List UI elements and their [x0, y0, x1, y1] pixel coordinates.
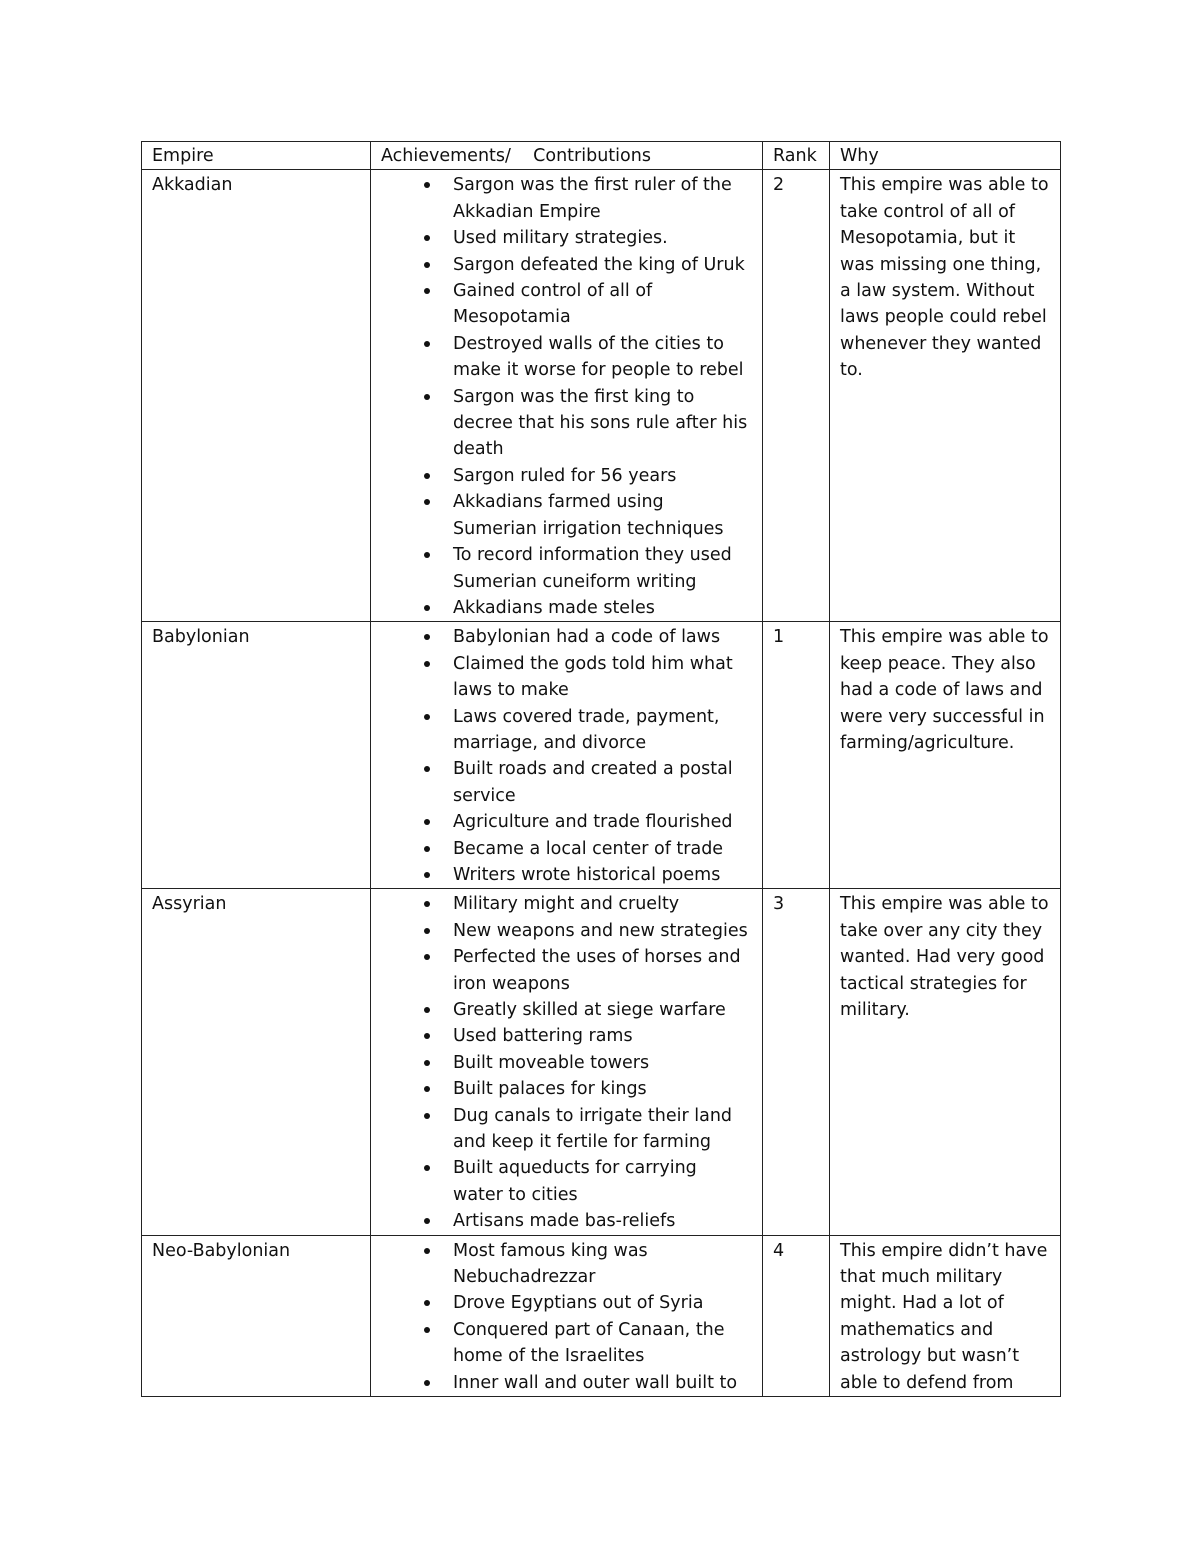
bullet-icon	[424, 1248, 430, 1254]
list-item	[381, 1238, 752, 1291]
bullet-icon	[424, 846, 430, 852]
list-item-text: Most famous king was Nebuchadrezzar	[453, 1240, 648, 1288]
table-row	[142, 622, 1061, 889]
list-item	[381, 172, 752, 225]
list-item	[381, 756, 752, 809]
list-item	[381, 809, 752, 835]
list-item-text: Claimed the gods told him what laws to make	[453, 653, 733, 701]
achievements-list	[381, 1238, 752, 1396]
achievements-list	[381, 172, 752, 621]
achievements-cell	[371, 1235, 763, 1396]
rank-cell: 3	[763, 889, 830, 1235]
list-item	[381, 836, 752, 862]
empire-name-cell: Neo-Babylonian	[142, 1235, 371, 1396]
list-item-text: Sargon defeated the king of Uruk	[453, 254, 745, 275]
list-item	[381, 252, 752, 278]
list-item-text: Sargon was the first king to decree that his sons rule after his death	[453, 386, 748, 460]
list-item	[381, 944, 752, 997]
list-item-text: Akkadians made steles	[453, 597, 655, 618]
list-item-text: Greatly skilled at siege warfare	[453, 1000, 726, 1020]
table-row	[142, 889, 1061, 1235]
list-item-text: Inner wall and outer wall built to	[453, 1372, 738, 1393]
list-item	[381, 331, 752, 384]
bullet-icon	[424, 954, 430, 960]
bullet-icon	[424, 872, 430, 878]
table-row	[142, 170, 1061, 622]
list-item	[381, 918, 752, 944]
bullet-icon	[424, 766, 430, 772]
list-item	[381, 463, 752, 489]
empire-comparison-table	[141, 141, 1061, 1397]
empire-name-cell: Assyrian	[142, 889, 371, 1235]
empire-name-cell: Babylonian	[142, 622, 371, 889]
why-cell: This empire was able to take control of all of Mesopotamia, but it was missing one thing, a law system. Without laws people could rebel whenever they wanted to.	[830, 170, 1061, 622]
list-item-text: Destroyed walls of the cities to make it worse for people to rebel	[453, 333, 744, 381]
bullet-icon	[424, 605, 430, 611]
list-item	[381, 624, 752, 650]
table-row	[142, 1235, 1061, 1396]
list-item-text: Laws covered trade, payment, marriage, and divorce	[453, 706, 720, 753]
list-item-text: Babylonian had a code of laws	[453, 627, 721, 648]
list-item	[381, 542, 752, 595]
list-item-text: Dug canals to irrigate their land and keep it fertile for farming	[453, 1105, 733, 1153]
bullet-icon	[424, 473, 430, 479]
list-item-text: Used battering rams	[453, 1026, 633, 1047]
list-item	[381, 651, 752, 704]
bullet-icon	[424, 1033, 430, 1039]
list-item-text: Artisans made bas-reliefs	[453, 1211, 676, 1232]
achievements-cell	[371, 170, 763, 622]
achievements-list	[381, 891, 752, 1234]
achievements-cell	[371, 889, 763, 1235]
list-item	[381, 1023, 752, 1049]
list-item-text: Built palaces for kings	[453, 1079, 647, 1100]
list-item	[381, 1103, 752, 1156]
bullet-icon	[424, 928, 430, 934]
why-cell: This empire was able to take over any city they wanted. Had very good tactical strategies for military.	[830, 889, 1061, 1235]
bullet-icon	[424, 819, 430, 825]
list-item-text: To record information they used Sumerian cuneiform writing	[453, 545, 732, 592]
bullet-icon	[424, 1380, 430, 1386]
list-item	[381, 1155, 752, 1208]
rank-cell: 2	[763, 170, 830, 622]
bullet-icon	[424, 394, 430, 400]
bullet-icon	[424, 341, 430, 347]
list-item-text: Military might and cruelty	[453, 894, 680, 915]
list-item	[381, 1076, 752, 1102]
list-item	[381, 278, 752, 331]
bullet-icon	[424, 552, 430, 558]
list-item-text: Drove Egyptians out of Syria	[453, 1293, 704, 1314]
list-item	[381, 1208, 752, 1234]
bullet-icon	[424, 1300, 430, 1306]
list-item	[381, 997, 752, 1023]
rank-cell: 4	[763, 1235, 830, 1396]
list-item	[381, 704, 752, 757]
list-item	[381, 1317, 752, 1370]
list-item	[381, 1050, 752, 1076]
list-item-text: New weapons and new strategies	[453, 920, 748, 941]
bullet-icon	[424, 235, 430, 241]
bullet-icon	[424, 661, 430, 667]
list-item-text: Built roads and created a postal service	[453, 759, 733, 806]
why-cell: This empire was able to keep peace. They also had a code of laws and were very successful in farming/agriculture.	[830, 622, 1061, 889]
empire-name-cell: Akkadian	[142, 170, 371, 622]
bullet-icon	[424, 634, 430, 640]
list-item-text: Writers wrote historical poems	[453, 864, 721, 885]
list-item-text: Built moveable towers	[453, 1052, 650, 1073]
list-item-text: Gained control of all of Mesopotamia	[453, 281, 653, 328]
list-item-text: Akkadians farmed using Sumerian irrigation techniques	[453, 492, 724, 539]
list-item-text: Sargon ruled for 56 years	[453, 465, 677, 486]
bullet-icon	[424, 288, 430, 294]
achievements-list	[381, 624, 752, 888]
list-item	[381, 891, 752, 917]
list-item	[381, 862, 752, 888]
bullet-icon	[424, 714, 430, 720]
list-item	[381, 1290, 752, 1316]
list-item-text: Became a local center of trade	[453, 838, 724, 859]
bullet-icon	[424, 1007, 430, 1013]
list-item-text: Sargon was the first ruler of the Akkadian Empire	[453, 175, 732, 222]
bullet-icon	[424, 262, 430, 268]
rank-cell: 1	[763, 622, 830, 889]
table-header-row	[142, 142, 1061, 170]
list-item-text: Conquered part of Canaan, the home of the Israelites	[453, 1319, 725, 1367]
bullet-icon	[424, 1113, 430, 1119]
header-empire: Empire	[142, 142, 371, 170]
list-item-text: Built aqueducts for carrying water to cities	[453, 1158, 697, 1205]
header-achievements-label: Achievements/ Contributions	[381, 146, 651, 166]
bullet-icon	[424, 1086, 430, 1092]
list-item	[381, 489, 752, 542]
why-cell: This empire didn’t have that much military might. Had a lot of mathematics and astrology but wasn’t able to defend from	[830, 1235, 1061, 1396]
list-item	[381, 595, 752, 621]
list-item-text: Used military strategies.	[453, 228, 668, 249]
bullet-icon	[424, 1060, 430, 1066]
achievements-cell	[371, 622, 763, 889]
header-rank: Rank	[763, 142, 830, 170]
header-why: Why	[830, 142, 1061, 170]
list-item-text: Agriculture and trade flourished	[453, 812, 733, 833]
bullet-icon	[424, 1218, 430, 1224]
bullet-icon	[424, 901, 430, 907]
header-achievements	[371, 142, 763, 170]
bullet-icon	[424, 499, 430, 505]
bullet-icon	[424, 182, 430, 188]
bullet-icon	[424, 1327, 430, 1333]
list-item	[381, 384, 752, 463]
list-item	[381, 1370, 752, 1396]
list-item-text: Perfected the uses of horses and iron weapons	[453, 947, 741, 994]
bullet-icon	[424, 1165, 430, 1171]
list-item	[381, 225, 752, 251]
